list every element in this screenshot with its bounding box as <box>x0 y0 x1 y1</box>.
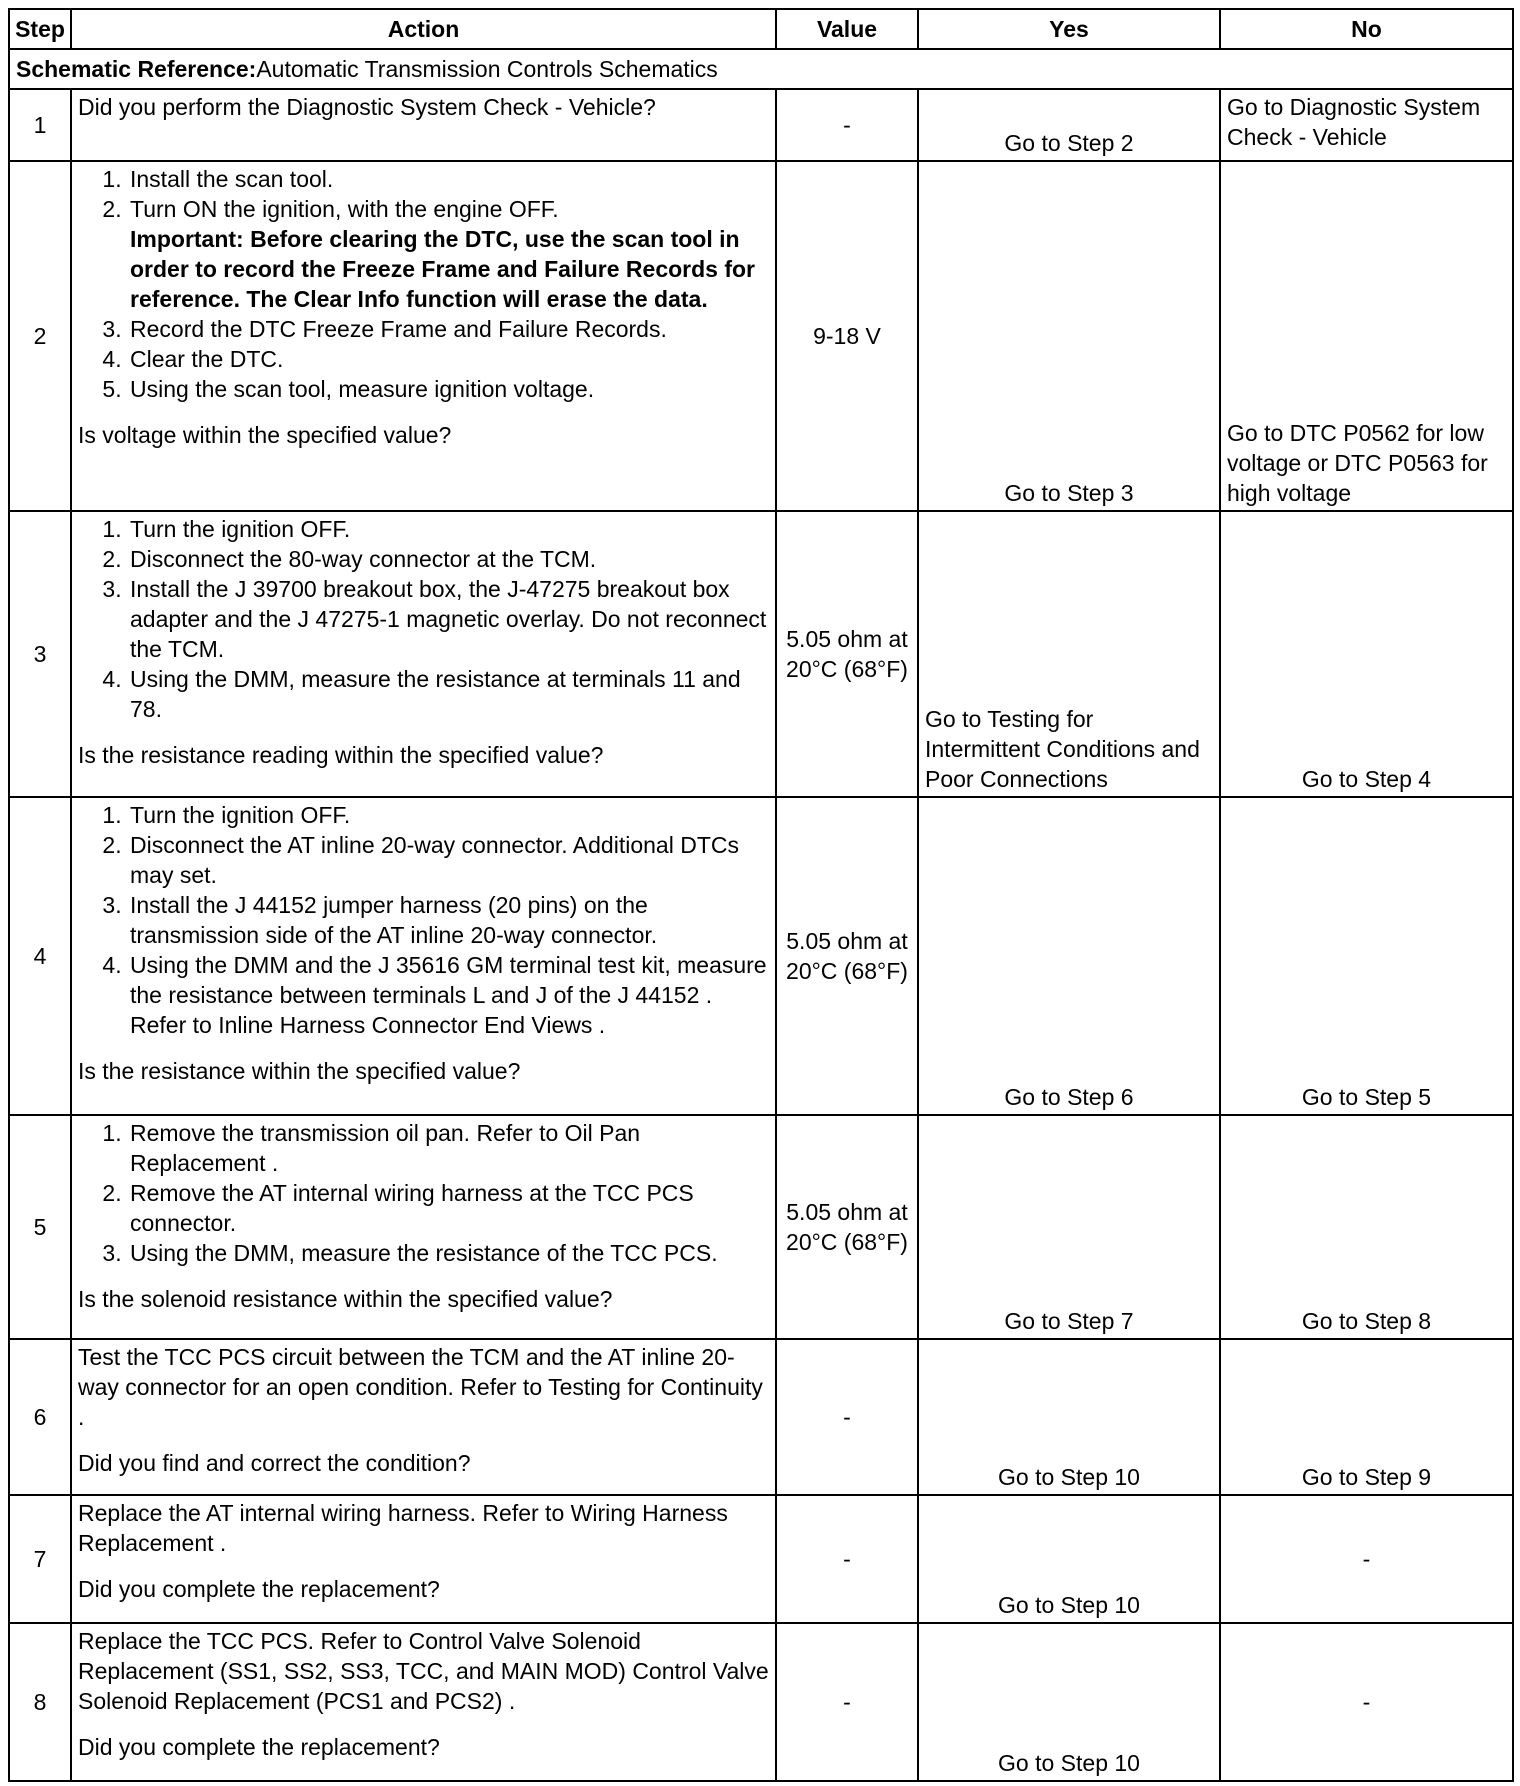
list-item: 1. Turn the ignition OFF. <box>128 800 769 830</box>
question-text: Is the solenoid resistance within the specified value? <box>78 1286 613 1312</box>
list-item: 3. Install the J 39700 breakout box, the J-47275 breakout box adapter and the J 47275-1 magnetic overlay. Do not reconnect the TCM. <box>128 574 769 664</box>
yes-cell[interactable]: Go to Step 10 <box>918 1623 1220 1781</box>
action-cell <box>71 161 776 511</box>
no-cell[interactable]: Go to Step 5 <box>1220 797 1513 1115</box>
list-item <box>128 194 769 314</box>
schematic-reference <box>9 49 1513 89</box>
action-cell <box>71 89 776 161</box>
table-row <box>9 1623 1513 1781</box>
step-number: 8 <box>9 1623 71 1781</box>
table-row <box>9 89 1513 161</box>
list-item-text: Turn ON the ignition, with the engine OFF. <box>130 196 559 222</box>
table-row <box>9 1495 1513 1623</box>
header-no: No <box>1220 9 1513 49</box>
step-number: 5 <box>9 1115 71 1339</box>
yes-cell[interactable]: Go to Step 10 <box>918 1339 1220 1495</box>
schematic-label: Schematic Reference: <box>16 56 257 82</box>
value-cell: - <box>776 1339 918 1495</box>
no-cell: - <box>1220 1623 1513 1781</box>
value-cell: - <box>776 89 918 161</box>
yes-cell[interactable]: Go to Step 10 <box>918 1495 1220 1623</box>
action-cell <box>71 1623 776 1781</box>
value-cell: - <box>776 1495 918 1623</box>
no-cell[interactable] <box>1220 89 1513 161</box>
list-item: 2. Remove the AT internal wiring harness at the TCC PCS connector. <box>128 1178 769 1238</box>
action-cell <box>71 797 776 1115</box>
no-link[interactable]: Go to Diagnostic System Check - Vehicle <box>1227 94 1481 150</box>
value-cell: 9-18 V <box>776 161 918 511</box>
action-text: Replace the TCC PCS. Refer to Control Valve Solenoid Replacement (SS1, SS2, SS3, TCC, and MAIN MOD) Control Valve Solenoid Replacement (PCS1 and PCS2) . <box>78 1628 769 1714</box>
list-item: 4. Using the DMM, measure the resistance at terminals 11 and 78. <box>128 664 769 724</box>
step-number: 4 <box>9 797 71 1115</box>
question-text: Is voltage within the specified value? <box>78 422 452 448</box>
question-text: Did you find and correct the condition? <box>78 1450 471 1476</box>
table-row <box>9 1339 1513 1495</box>
action-text: Replace the AT internal wiring harness. Refer to Wiring Harness Replacement . <box>78 1500 728 1556</box>
value-cell: 5.05 ohm at 20°C (68°F) <box>776 511 918 797</box>
step-number: 7 <box>9 1495 71 1623</box>
header-step: Step <box>9 9 71 49</box>
question-text: Did you complete the replacement? <box>78 1734 440 1760</box>
action-steps <box>78 800 769 1040</box>
header-value: Value <box>776 9 918 49</box>
question-text: Did you complete the replacement? <box>78 1576 440 1602</box>
important-note: Important: Before clearing the DTC, use the scan tool in order to record the Freeze Frame and Failure Records for reference. The Clear Info function will erase the data. <box>130 226 755 312</box>
value-cell: - <box>776 1623 918 1781</box>
action-cell <box>71 1339 776 1495</box>
no-cell[interactable]: Go to Step 9 <box>1220 1339 1513 1495</box>
value-cell: 5.05 ohm at 20°C (68°F) <box>776 1115 918 1339</box>
action-steps <box>78 514 769 724</box>
list-item: 1. Turn the ignition OFF. <box>128 514 769 544</box>
action-steps <box>78 1118 769 1268</box>
list-item: 1. Install the scan tool. <box>128 164 769 194</box>
question-text: Is the resistance reading within the specified value? <box>78 742 604 768</box>
no-cell[interactable]: Go to Step 8 <box>1220 1115 1513 1339</box>
no-cell[interactable]: Go to Step 4 <box>1220 511 1513 797</box>
action-cell <box>71 511 776 797</box>
step-number: 6 <box>9 1339 71 1495</box>
step-number: 2 <box>9 161 71 511</box>
action-text: Did you perform the Diagnostic System Check - Vehicle? <box>78 94 656 120</box>
diagnostic-table <box>8 8 1514 1782</box>
yes-cell[interactable]: Go to Step 7 <box>918 1115 1220 1339</box>
step-number: 1 <box>9 89 71 161</box>
list-item: 2. Disconnect the AT inline 20-way connector. Additional DTCs may set. <box>128 830 769 890</box>
header-action: Action <box>71 9 776 49</box>
yes-cell[interactable]: Go to Step 6 <box>918 797 1220 1115</box>
action-cell <box>71 1115 776 1339</box>
schematic-row <box>9 49 1513 89</box>
no-cell: - <box>1220 1495 1513 1623</box>
list-item: 1. Remove the transmission oil pan. Refer to Oil Pan Replacement . <box>128 1118 769 1178</box>
yes-cell[interactable]: Go to Step 3 <box>918 161 1220 511</box>
list-item: 4. Using the DMM and the J 35616 GM terminal test kit, measure the resistance between terminals L and J of the J 44152 . Refer to Inline Harness Connector End Views . <box>128 950 769 1040</box>
value-cell: 5.05 ohm at 20°C (68°F) <box>776 797 918 1115</box>
list-item: 5. Using the scan tool, measure ignition voltage. <box>128 374 769 404</box>
list-item: 3. Install the J 44152 jumper harness (20 pins) on the transmission side of the AT inline 20-way connector. <box>128 890 769 950</box>
list-item: 2. Disconnect the 80-way connector at the TCM. <box>128 544 769 574</box>
table-row <box>9 1115 1513 1339</box>
list-item: 4. Clear the DTC. <box>128 344 769 374</box>
action-text: Test the TCC PCS circuit between the TCM and the AT inline 20-way connector for an open condition. Refer to Testing for Continuity . <box>78 1344 763 1430</box>
list-item: 3. Using the DMM, measure the resistance of the TCC PCS. <box>128 1238 769 1268</box>
list-item: 3. Record the DTC Freeze Frame and Failure Records. <box>128 314 769 344</box>
step-number: 3 <box>9 511 71 797</box>
action-steps <box>78 164 769 404</box>
action-cell <box>71 1495 776 1623</box>
question-text: Is the resistance within the specified value? <box>78 1058 521 1084</box>
no-cell[interactable]: Go to DTC P0562 for low voltage or DTC P0563 for high voltage <box>1220 161 1513 511</box>
yes-cell[interactable]: Go to Testing for Intermittent Conditions and Poor Connections <box>918 511 1220 797</box>
yes-cell[interactable]: Go to Step 2 <box>918 89 1220 161</box>
table-row <box>9 511 1513 797</box>
header-yes: Yes <box>918 9 1220 49</box>
schematic-link[interactable]: Automatic Transmission Controls Schematics <box>256 56 718 82</box>
table-row <box>9 797 1513 1115</box>
header-row <box>9 9 1513 49</box>
table-row <box>9 161 1513 511</box>
